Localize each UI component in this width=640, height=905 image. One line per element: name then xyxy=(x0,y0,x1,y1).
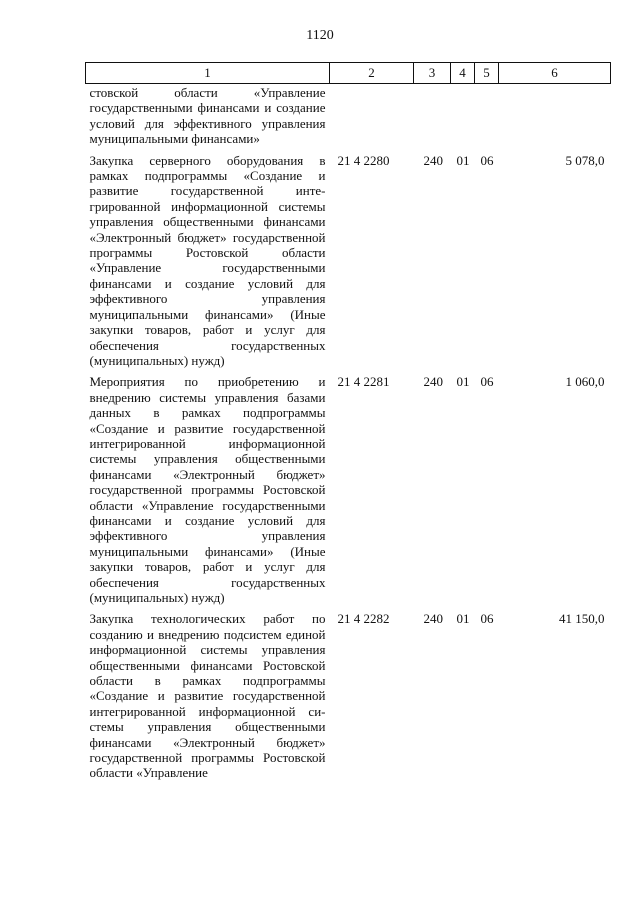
row-vr xyxy=(414,84,451,147)
table-row xyxy=(86,605,611,780)
table-row xyxy=(86,368,611,605)
row-amount: 5 078,0 xyxy=(565,152,605,168)
row-code: 21 4 2280 xyxy=(337,152,390,168)
row-code xyxy=(330,84,414,147)
header-col-1: 1 xyxy=(86,63,330,84)
row-amount xyxy=(499,84,611,147)
row-pr: 06 xyxy=(480,611,494,627)
row-pr xyxy=(475,84,499,147)
row-description: стовской области «Управление государственными финансами и создание условий для эффективного управления муниципальными финансами» xyxy=(89,85,326,147)
header-col-6: 6 xyxy=(499,63,611,84)
row-amount: 41 150,0 xyxy=(559,611,605,627)
row-code: 21 4 2281 xyxy=(337,374,390,390)
header-col-4: 4 xyxy=(451,63,475,84)
row-vr: 240 xyxy=(423,374,443,390)
table-row xyxy=(86,147,611,369)
header-col-2: 2 xyxy=(330,63,414,84)
row-rz: 01 xyxy=(456,374,470,390)
row-rz: 01 xyxy=(456,611,470,627)
budget-table xyxy=(85,62,611,781)
row-pr: 06 xyxy=(480,374,494,390)
row-pr: 06 xyxy=(480,152,494,168)
row-description: Мероприятия по приобретению и внедрению системы управления базами данных в рамках подпрограммы «Создание и развитие государственной интегрированной информационной системы управления общественными финансами «Электронный бюджет» государственной программы Ростовской области «Управление государственными финансами и создание условий для эффективного управления муниципальными финансами» (Иные закупки товаров, работ и услуг для обеспечения государственных (муниципальных) нужд) xyxy=(89,374,326,605)
row-vr: 240 xyxy=(423,611,443,627)
row-description: Закупка технологических работ по созданию и внедрению подсистем единой информационной системы управления общественными финансами Ростовской области в рамках подпрограммы «Создание и развитие государственной интегрированной информационной системы управления общественными финансами «Электронный бюджет» государственной программы Ростовской области «Управление xyxy=(89,611,326,781)
table-row xyxy=(86,84,611,147)
row-rz: 01 xyxy=(456,152,470,168)
row-amount: 1 060,0 xyxy=(565,374,605,390)
page-number: 1120 xyxy=(306,28,334,43)
table-header-row xyxy=(86,63,611,84)
header-col-5: 5 xyxy=(475,63,499,84)
row-description: Закупка серверного оборудования в рамках подпрограммы «Создание и развитие государственной интегрированной информационной системы управления общественными финансами «Электронный бюджет» государственной программы Ростовской области «Управление государственными финансами и создание условий для эффективного управления муниципальными финансами» (Иные закупки товаров, работ и услуг для обеспечения государственных (муниципальных) нужд) xyxy=(89,152,326,368)
header-col-3: 3 xyxy=(414,63,451,84)
row-rz xyxy=(451,84,475,147)
row-vr: 240 xyxy=(423,152,443,168)
row-code: 21 4 2282 xyxy=(337,611,390,627)
